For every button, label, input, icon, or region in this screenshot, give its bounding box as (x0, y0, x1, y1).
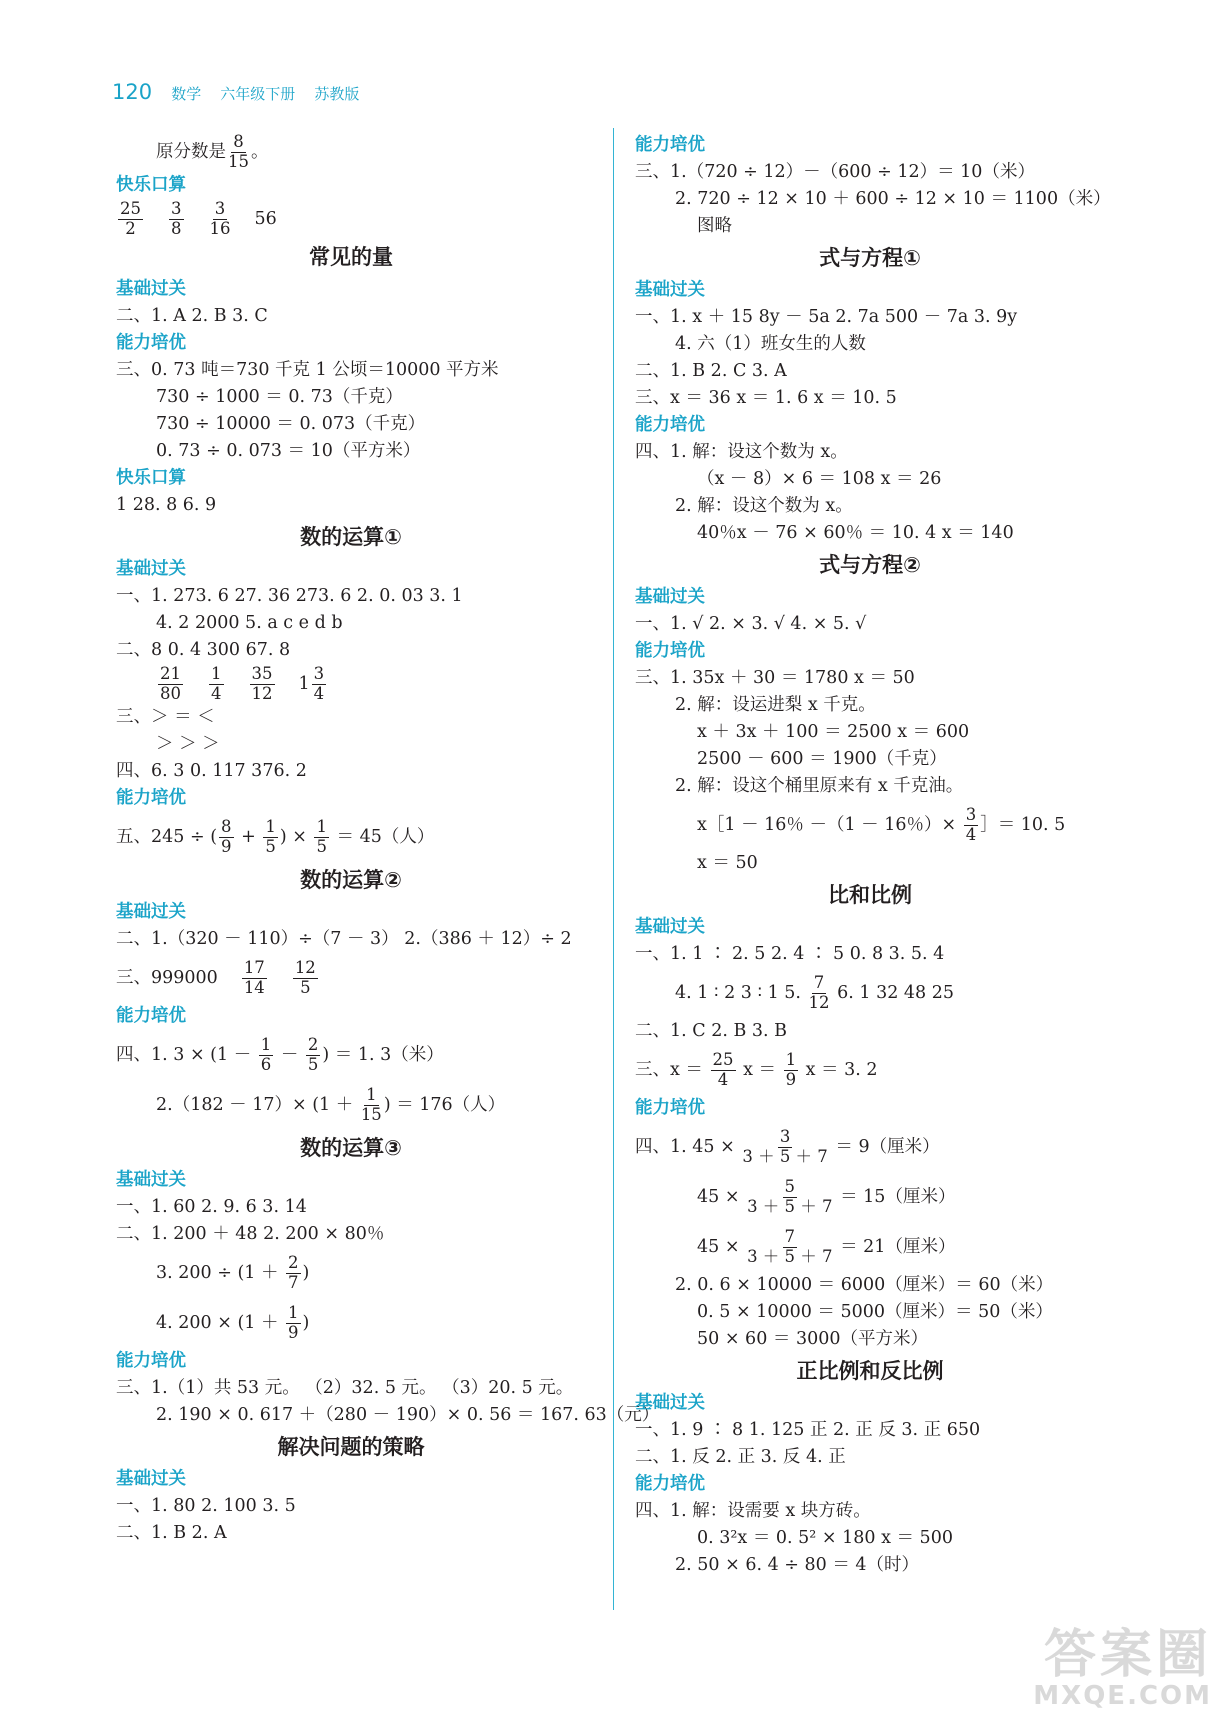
answer-line: ＞ ＞ ＞ (156, 734, 220, 754)
section-heading: 能力培优 (635, 1098, 705, 1118)
answer-line: 一、1. 80 2. 100 3. 5 (116, 1496, 296, 1516)
answer-line: 一、1. 273. 6 27. 36 273. 6 2. 0. 03 3. 1 (116, 586, 463, 606)
watermark-text: 答案圈 (1043, 1625, 1212, 1685)
answer-line: 45 × $\frac{5}{3 + 5 + 7}$ ＝ 15（厘米） (697, 1177, 956, 1216)
section-heading: 能力培优 (635, 135, 705, 155)
answer-line: 3. 200 ÷ (1 ＋ $\frac{2}{7}$ ) (156, 1253, 310, 1292)
section-heading: 基础过关 (635, 917, 705, 937)
answer-line: 三、x ＝ 36 x ＝ 1. 6 x ＝ 10. 5 (635, 388, 897, 408)
column-divider (613, 128, 614, 1610)
answer-line: 0. 5 × 10000 ＝ 5000（厘米）＝ 50（米） (697, 1302, 1053, 1322)
chapter-title: 数的运算③ (300, 1136, 402, 1160)
chapter-title: 常见的量 (309, 245, 393, 269)
answer-line: 2. 解：设这个数为 x。 (675, 496, 853, 516)
section-heading: 基础过关 (635, 587, 705, 607)
edition-label: 苏教版 (314, 85, 360, 103)
answer-line: 730 ÷ 10000 ＝ 0. 073（千克） (156, 414, 426, 434)
answer-line: 2. 解：设运进梨 x 千克。 (675, 695, 876, 715)
watermark-url: MXQE.COM (1033, 1681, 1212, 1711)
answer-line: 二、1. A 2. B 3. C (116, 306, 268, 326)
answer-line: 二、8 0. 4 300 67. 8 (116, 640, 291, 660)
chapter-title: 解决问题的策略 (277, 1435, 425, 1459)
answer-line: 图略 (697, 216, 732, 236)
answer-line: 50 × 60 ＝ 3000（平方米） (697, 1329, 928, 1349)
answer-line: 三、0. 73 吨＝730 千克 1 公顷＝10000 平方米 (116, 360, 499, 380)
section-heading: 快乐口算 (116, 468, 186, 488)
answer-line: 三、＞ ＝ ＜ (116, 707, 215, 727)
answer-line: 4. 2 2000 5. a c e d b (156, 613, 343, 633)
answer-line: 2. 0. 6 × 10000 ＝ 6000（厘米）＝ 60（米） (675, 1275, 1054, 1295)
answer-line: 2. 190 × 0. 617 ＋（280 － 190）× 0. 56 ＝ 167. 63（元） (156, 1405, 660, 1425)
section-heading: 基础过关 (116, 1170, 186, 1190)
answer-line: 四、1. 解：设这个数为 x。 (635, 442, 848, 462)
page-header (112, 80, 373, 104)
section-heading: 快乐口算 (116, 175, 186, 195)
answer-line: 4. 1 ∶ 2 3 ∶ 1 5. $\frac{7}{12}$ 6. 1 32 48 25 (675, 973, 954, 1012)
chapter-title: 数的运算② (300, 868, 402, 892)
answer-line: 2. 720 ÷ 12 × 10 ＋ 600 ÷ 12 × 10 ＝ 1100（米） (675, 189, 1111, 209)
answer-line: 21 80 1 4 35 12 1 $\frac{3}{4}$ (160, 663, 325, 703)
answer-line: 二、1. 200 ＋ 48 2. 200 × 80％ (116, 1224, 385, 1244)
answer-line: 一、1. 9 ∶ 8 1. 125 正 2. 正 反 3. 正 650 (635, 1420, 981, 1440)
answer-line: x ＝ 50 (697, 853, 758, 873)
answer-line: （x － 8）× 6 ＝ 108 x ＝ 26 (697, 469, 942, 489)
answer-line: 730 ÷ 1000 ＝ 0. 73（千克） (156, 387, 403, 407)
answer-line: 三、999000 17 14 12 5 (116, 957, 316, 997)
section-heading: 能力培优 (635, 415, 705, 435)
answer-line: 2. 解：设这个桶里原来有 x 千克油。 (675, 776, 964, 796)
left-column (116, 132, 660, 1547)
answer-line: 四、1. 45 × $\frac{3}{3 + 5 + 7}$ ＝ 9（厘米） (635, 1127, 940, 1166)
answer-line: 四、1. 3 × (1 － $\frac{1}{6}$ － $\frac{2}{5}$ ) ＝ 1. 3（米） (116, 1035, 444, 1074)
section-heading: 基础过关 (635, 1393, 705, 1413)
answer-line: 一、1. x ＋ 15 8y － 5a 2. 7a 500 － 7a 3. 9y (635, 307, 1018, 327)
chapter-title: 比和比例 (828, 883, 912, 907)
answer-line: 二、1.（320 － 110）÷（7 － 3） 2.（386 ＋ 12）÷ 2 (116, 929, 572, 949)
answer-line: 五、245 ÷ ( $\frac{8}{9}$ + $\frac{1}{5}$ ) × $\frac{1}{5}$ ＝ 45（人） (116, 817, 435, 856)
grade-label: 六年级下册 (220, 85, 296, 103)
chapter-title: 正比例和反比例 (796, 1359, 944, 1383)
answer-line: 40％x － 76 × 60％ ＝ 10. 4 x ＝ 140 (697, 523, 1014, 543)
answer-line: 1 28. 8 6. 9 (116, 495, 217, 515)
section-heading: 基础过关 (116, 559, 186, 579)
answer-line: 0. 73 ÷ 0. 073 ＝ 10（平方米） (156, 441, 421, 461)
answer-line: 二、1. C 2. B 3. B (635, 1021, 788, 1041)
section-heading: 基础过关 (635, 280, 705, 300)
section-heading: 基础过关 (116, 1469, 186, 1489)
chapter-title: 式与方程① (819, 246, 921, 270)
answer-line: 三、x ＝ $\frac{25}{4}$ x ＝ $\frac{1}{9}$ x ＝ 3. 2 (635, 1050, 878, 1089)
section-heading: 能力培优 (635, 641, 705, 661)
section-heading: 基础过关 (116, 902, 186, 922)
answer-line: 4. 200 × (1 ＋ $\frac{1}{9}$ ) (156, 1303, 310, 1342)
answer-line: 0. 3²x ＝ 0. 5² × 180 x ＝ 500 (697, 1528, 953, 1548)
answer-line: x［1 － 16％ －（1 － 16％）× $\frac{3}{4}$ ］＝ 10. 5 (697, 805, 1066, 844)
answer-line: 25 2 3 8 3 16 56 (120, 198, 277, 238)
section-heading: 能力培优 (116, 1351, 186, 1371)
answer-line: 三、1.（720 ÷ 12）－（600 ÷ 12）＝ 10（米） (635, 162, 1035, 182)
answer-line: 原分数是 $\frac{8}{15}$ 。 (156, 132, 269, 171)
answer-line: 二、1. 反 2. 正 3. 反 4. 正 (635, 1447, 846, 1467)
section-heading: 基础过关 (116, 279, 186, 299)
answer-line: 2. 50 × 6. 4 ÷ 80 ＝ 4（时） (675, 1555, 920, 1575)
answer-line: 三、1. 35x ＋ 30 ＝ 1780 x ＝ 50 (635, 668, 915, 688)
right-column (635, 132, 1111, 1579)
answer-line: 三、1.（1）共 53 元。 （2）32. 5 元。 （3）20. 5 元。 (116, 1378, 574, 1398)
answer-line: 一、1. √ 2. × 3. √ 4. × 5. √ (635, 614, 867, 634)
answer-line: 四、6. 3 0. 117 376. 2 (116, 761, 307, 781)
section-heading: 能力培优 (116, 333, 186, 353)
section-heading: 能力培优 (635, 1474, 705, 1494)
section-heading: 能力培优 (116, 1006, 186, 1026)
section-heading: 能力培优 (116, 788, 186, 808)
answer-line: 2500 － 600 ＝ 1900（千克） (697, 749, 947, 769)
answer-line: 四、1. 解：设需要 x 块方砖。 (635, 1501, 871, 1521)
answer-line: 一、1. 60 2. 9. 6 3. 14 (116, 1197, 307, 1217)
chapter-title: 式与方程② (819, 553, 921, 577)
answer-line: 一、1. 1 ∶ 2. 5 2. 4 ∶ 5 0. 8 3. 5. 4 (635, 944, 945, 964)
answer-line: 二、1. B 2. A (116, 1523, 227, 1543)
subject-label: 数学 (171, 85, 202, 103)
answer-line: 4. 六（1）班女生的人数 (675, 334, 866, 354)
answer-line: x ＋ 3x ＋ 100 ＝ 2500 x ＝ 600 (697, 722, 970, 742)
answer-line: 2.（182 － 17）× (1 ＋ $\frac{1}{15}$ ) ＝ 176（人） (156, 1085, 506, 1124)
watermark-logo (1033, 1612, 1212, 1711)
page-number: 120 (112, 80, 153, 104)
chapter-title: 数的运算① (300, 525, 402, 549)
answer-line: 二、1. B 2. C 3. A (635, 361, 787, 381)
answer-line: 45 × $\frac{7}{3 + 5 + 7}$ ＝ 21（厘米） (697, 1227, 956, 1266)
